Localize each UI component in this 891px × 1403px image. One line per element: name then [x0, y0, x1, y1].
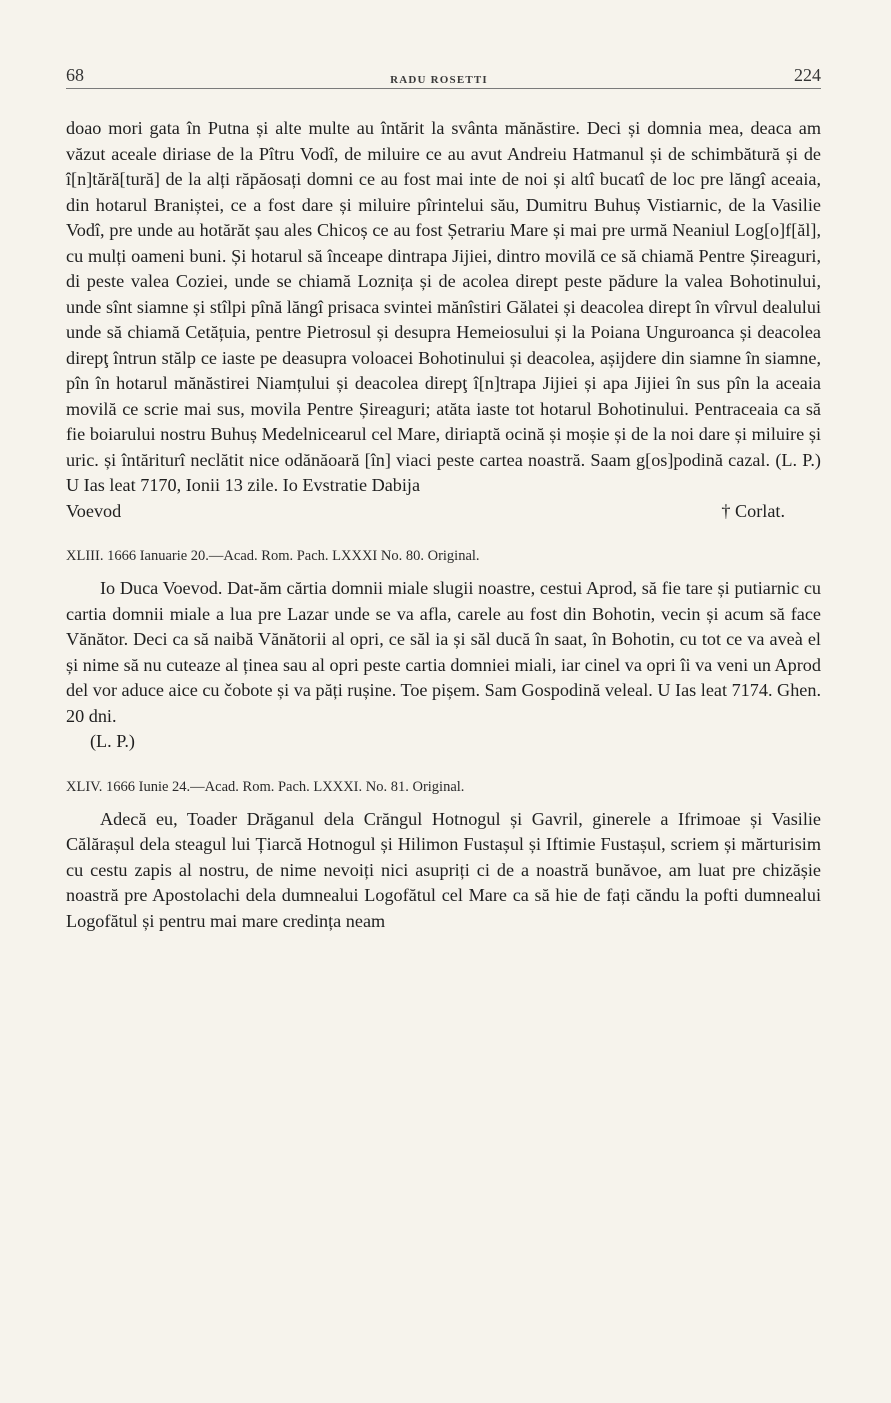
page-number-right: 224: [794, 65, 821, 85]
signature-corlat: † Corlat.: [721, 500, 785, 521]
signature-voevod: Voevod: [66, 500, 122, 521]
running-head: RADU ROSETTI: [390, 74, 488, 86]
document-body-xliii: Io Duca Voevod. Dat-ăm cărtia domnii miale slugii noastre, cestui Aprod, să fie tare și putiarnic cu cartia domnii miale a lua pre Lazar unde se va afla, carele au fost din Bohotin, vecin și acum să face Vănător. Deci ca să naibă Vănătorii al opri, ce săl ia și săl ducă în saat, în Bohotin, cu tot ce va aveà el și nime să nu cuteaze al ținea sau al opri peste cartia domniei miali, iar cinel va opri îi va veni un Aprod del vor aduce aice cu čobote și va păți rușine. Toe pișem. Sam Gospodină veleal. U Ias leat 7174. Ghen. 20 dni.: [66, 578, 821, 726]
page-content: [66, 116, 821, 934]
document-heading-xliv: XLIV. 1666 Iunie 24.—Acad. Rom. Pach. LXXXI. No. 81. Original.: [66, 778, 465, 795]
seal-mark: (L. P.): [90, 731, 135, 751]
document-body-continued: doao mori gata în Putna și alte multe au întărit la svânta mănăstire. Deci și domnia mea, deaca am văzut aceale diriase de la Pîtru Vodî, de miluire ce au avut Andreiu Hatmanul și de schimbătură și de î[n]tără[tură] de la alți răpăosați domni ce au fost mai inte de noi și altî bucatî de loc pre lăngî aceaia, din hotarul Braniștei, ce a fost dare și miluire pîrintelui său, Dumitru Buhuș Vistiarnic, de la Vasilie Vodî, pre unde au hotărăt șau ales Chicoș ce au fost Șetrariu Mare și mai pre urmă Neaniul Log[o]f[ăl], cu mulți oameni buni. Și hotarul să înceape dintrapa Jijiei, dintro movilă ce să chiamă Pentre Șireaguri, di peste valea Coziei, unde se chiamă Loznița și de acolea dirept peste pădure la valea Bohotinului, unde sînt siamne și stîlpi pînă lăngî prisaca svintei mănîstiri Gălatei și deacolea dirept în vîrvul dealului unde să chiamă Cetățuia, pentre Pietrosul și desupra Hemeiosului și la Poiana Unguroanca și deacolea direpţ întrun stălp ce iaste pe deasupra voloacei Bohotinului și deacolea, așijdere din siamne în siamne, pîn în hotarul mănăstirei Niamțului și deacolea direpţ î[n]trapa Jijiei și apa Jijiei în sus pîn la aceaia movilă ce scrie mai sus, movila Pentre Șireaguri; atăta iaste tot hotarul Bohotinului. Pentraceaia ca să fie boiarului nostru Buhuș Medelnicearul cel Mare, diriaptă ocină și moșie și de la noi dare și miluire și uric. și întăriturî neclătit nice odănăoară [în] viaci peste cartea noastră. Saam g[os]podină cazal. (L. P.) U Ias leat 7170, Ionii 13 zile. Io Evstratie Dabija: [66, 118, 821, 495]
signature-line: [66, 499, 821, 525]
document-body-xliv: Adecă eu, Toader Drăganul dela Crăngul Hotnogul și Gavril, ginerele a Ifrimoae și Vasilie Călărașul dela steagul lui Țiarcă Hotnogul și Hilimon Fustașul și Iftimie Fustașul, scriem și mărturisim cu cestu zapis al nostru, de nime nevoiți nici asupriți ci de a noastră bunăvoe, am luat pre chizășie noastră pre Apostolachi dela dumnealui Logofătul cel Mare ca să hie de fați căndu la pofti dumnealui Logofătul și pentru mai mare credința neam: [66, 808, 821, 931]
document-heading-xliii: XLIII. 1666 Ianuarie 20.—Acad. Rom. Pach. LXXXI No. 80. Original.: [66, 548, 480, 564]
page-header: [66, 60, 821, 89]
page-number-left: 68: [66, 65, 84, 85]
